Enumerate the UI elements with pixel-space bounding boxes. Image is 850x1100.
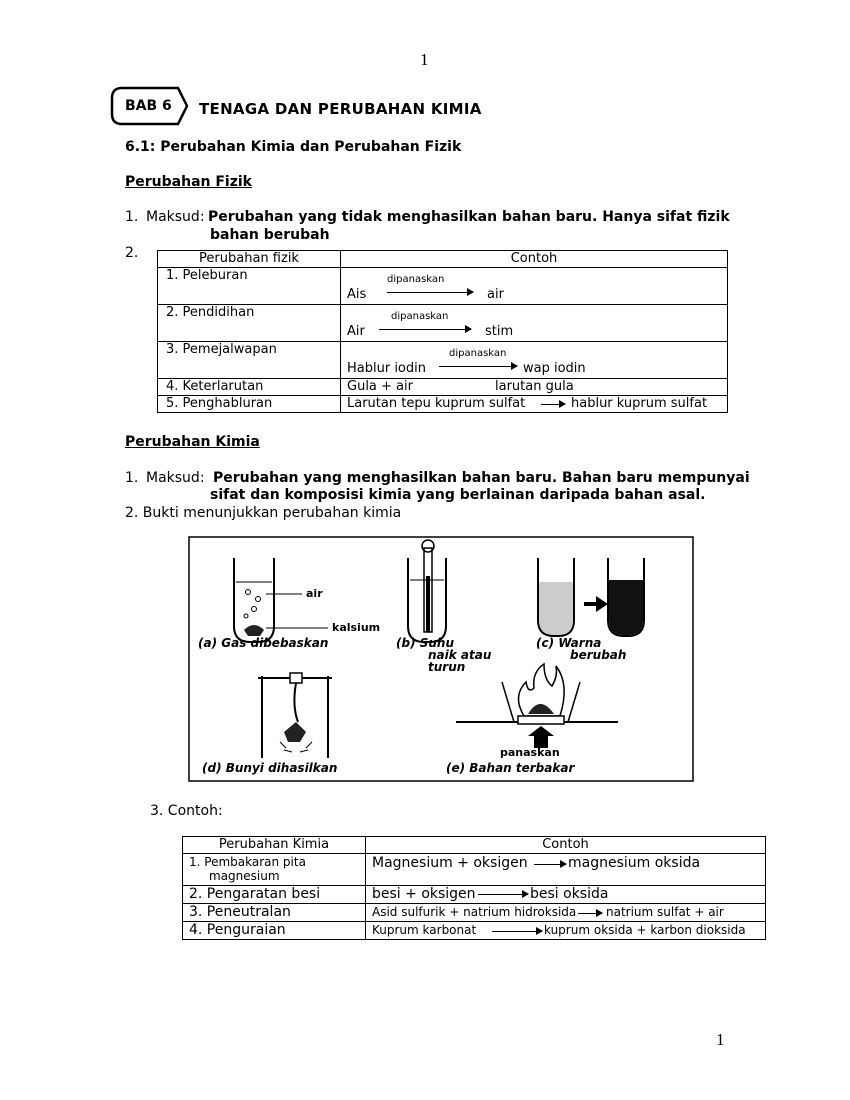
- table-row: [183, 922, 766, 940]
- kimia-item2: 2. Bukti menunjukkan perubahan kimia: [125, 505, 402, 521]
- arrow-icon: [387, 292, 473, 293]
- fizik-item2-num: 2.: [125, 245, 139, 261]
- kimia-item3: 3. Contoh:: [150, 803, 223, 819]
- row-right: kuprum oksida + karbon dioksida: [544, 923, 746, 937]
- section-title: 6.1: Perubahan Kimia dan Perubahan Fizik: [125, 139, 462, 155]
- row-name: 2. Pengaratan besi: [183, 886, 366, 904]
- row-left: besi + oksigen: [372, 886, 476, 902]
- fizik-item1-line2: bahan berubah: [210, 227, 330, 243]
- arrow-icon: [578, 913, 602, 914]
- page-number-bottom: 1: [716, 1030, 725, 1049]
- row-right: besi oksida: [530, 886, 609, 902]
- row-right: stim: [485, 324, 514, 339]
- table-row: [158, 342, 728, 379]
- table-row: [158, 305, 728, 342]
- test-tube-b: [408, 540, 446, 642]
- caption-c2: berubah: [570, 648, 627, 662]
- row-name: 2. Pendidihan: [158, 305, 341, 342]
- table-row: [158, 379, 728, 396]
- caption-a: (a) Gas dibebaskan: [198, 636, 329, 650]
- arrow-icon: [534, 864, 566, 865]
- fizik-table: [157, 250, 728, 413]
- arrow-icon: [492, 931, 542, 932]
- row-name: 4. Keterlarutan: [158, 379, 341, 396]
- label-air: air: [306, 587, 323, 600]
- kimia-item1-num: 1.: [125, 470, 139, 486]
- heading-fizik: Perubahan Fizik: [125, 174, 252, 190]
- table-row: [183, 886, 766, 904]
- page-number-top: 1: [420, 50, 429, 69]
- caption-d: (d) Bunyi dihasilkan: [202, 761, 338, 775]
- apparatus-e: [456, 664, 618, 748]
- chapter-title: TENAGA DAN PERUBAHAN KIMIA: [199, 100, 482, 118]
- row-right: hablur kuprum sulfat: [571, 396, 708, 411]
- row-left: Larutan tepu kuprum sulfat: [347, 396, 526, 411]
- table-row: [158, 268, 728, 305]
- row-name: 1. Pembakaran pita magnesium: [183, 854, 366, 886]
- arrow-icon: [379, 329, 471, 330]
- arrow-icon: [478, 894, 528, 895]
- row-right: air: [487, 287, 504, 302]
- kimia-item1-label: Maksud:: [146, 470, 205, 486]
- apparatus-d: [258, 673, 332, 758]
- table-row: [183, 854, 766, 886]
- kimia-item1-line1: Perubahan yang menghasilkan bahan baru. Bahan baru mempunyai: [213, 470, 750, 486]
- fizik-item1-num: 1.: [125, 209, 139, 225]
- row-arrow-label: dipanaskan: [387, 274, 445, 285]
- caption-b2: naik atau: [428, 648, 492, 662]
- row-name: 1. Peleburan: [158, 268, 341, 305]
- row-right: natrium sulfat + air: [606, 905, 724, 919]
- row-left: Asid sulfurik + natrium hidroksida: [372, 905, 577, 919]
- row-arrow-label: dipanaskan: [449, 348, 507, 359]
- kimia-table: [182, 836, 766, 940]
- caption-b1: (b) Suhu: [396, 636, 455, 650]
- row-left: Kuprum karbonat: [372, 923, 477, 937]
- row-name: 4. Penguraian: [183, 922, 366, 940]
- row-left: Magnesium + oksigen: [372, 855, 528, 871]
- row-left: Ais: [347, 287, 367, 302]
- caption-c1: (c) Warna: [536, 636, 602, 650]
- evidence-figure: [188, 536, 694, 782]
- row-arrow-label: dipanaskan: [391, 311, 449, 322]
- fizik-col1-header: Perubahan fizik: [158, 251, 341, 268]
- row-right: magnesium oksida: [568, 855, 701, 871]
- row-right: larutan gula: [495, 379, 574, 394]
- label-kalsium: kalsium: [332, 621, 381, 634]
- kimia-col1-header: Perubahan Kimia: [183, 837, 366, 854]
- row-left: Hablur iodin: [347, 361, 426, 376]
- heading-kimia: Perubahan Kimia: [125, 434, 260, 450]
- fizik-item1-label: Maksud:: [146, 209, 205, 225]
- arrow-icon: [541, 404, 565, 405]
- badge-text: BAB 6: [125, 98, 172, 114]
- test-tube-c: [538, 558, 644, 636]
- chapter-badge: [110, 86, 190, 126]
- row-left: Gula + air: [347, 379, 413, 394]
- row-name: 5. Penghabluran: [158, 396, 341, 413]
- caption-e: (e) Bahan terbakar: [446, 761, 575, 775]
- kimia-col2-header: Contoh: [366, 837, 766, 854]
- row-left: Air: [347, 324, 365, 339]
- caption-b3: turun: [428, 660, 466, 674]
- row-name: 3. Pemejalwapan: [158, 342, 341, 379]
- test-tube-a: [234, 558, 328, 642]
- arrow-icon: [439, 366, 517, 367]
- row-name: 3. Peneutralan: [183, 904, 366, 922]
- fizik-item1-line1: Perubahan yang tidak menghasilkan bahan baru. Hanya sifat fizik: [208, 209, 730, 225]
- kimia-item1-line2: sifat dan komposisi kimia yang berlainan daripada bahan asal.: [210, 487, 706, 503]
- table-row: [183, 904, 766, 922]
- row-right: wap iodin: [523, 361, 586, 376]
- table-row: [158, 396, 728, 413]
- label-panaskan: panaskan: [500, 746, 560, 759]
- fizik-col2-header: Contoh: [341, 251, 728, 268]
